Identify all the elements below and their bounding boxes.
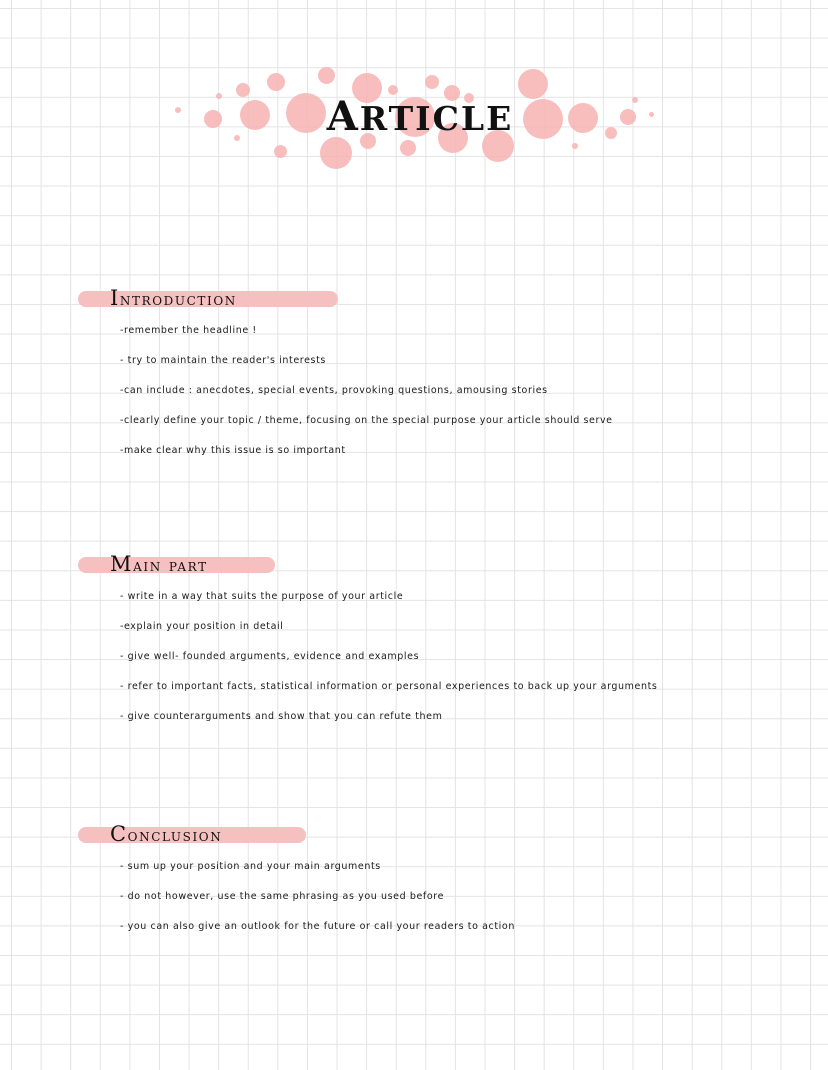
list-item: -make clear why this issue is so important (120, 445, 346, 456)
bubble-decoration (572, 143, 578, 149)
list-item: -remember the headline ! (120, 325, 257, 336)
list-item: - give counterarguments and show that you can refute them (120, 711, 443, 722)
bullet-list (120, 324, 613, 474)
bubble-decoration (320, 137, 352, 169)
section-heading-label: Introduction (110, 286, 237, 310)
list-item: - do not however, use the same phrasing as you used before (120, 891, 445, 902)
list-item: - sum up your position and your main arguments (120, 861, 381, 872)
section-heading-label: Main part (110, 552, 208, 576)
bullet-list (120, 860, 515, 950)
bullet-list (120, 590, 657, 740)
bubble-decoration (400, 140, 416, 156)
bubble-decoration (274, 145, 287, 158)
section-heading-label: Conclusion (110, 822, 223, 846)
list-item: -explain your position in detail (120, 621, 284, 632)
list-item: - try to maintain the reader's interests (120, 355, 326, 366)
list-item: - refer to important facts, statistical information or personal experiences to back up your arguments (120, 681, 658, 692)
list-item: -can include : anecdotes, special events, provoking questions, amousing stories (120, 385, 548, 396)
bubble-decoration (267, 73, 285, 91)
list-item: - you can also give an outlook for the future or call your readers to action (120, 921, 515, 932)
page-title: ARTICLE (326, 93, 514, 140)
title-decoration (160, 55, 680, 180)
list-item: - write in a way that suits the purpose of your article (120, 591, 404, 602)
bubble-decoration (318, 67, 335, 84)
list-item: -clearly define your topic / theme, focusing on the special purpose your article should serve (120, 415, 613, 426)
bubble-decoration (425, 75, 439, 89)
list-item: - give well- founded arguments, evidence and examples (120, 651, 420, 662)
